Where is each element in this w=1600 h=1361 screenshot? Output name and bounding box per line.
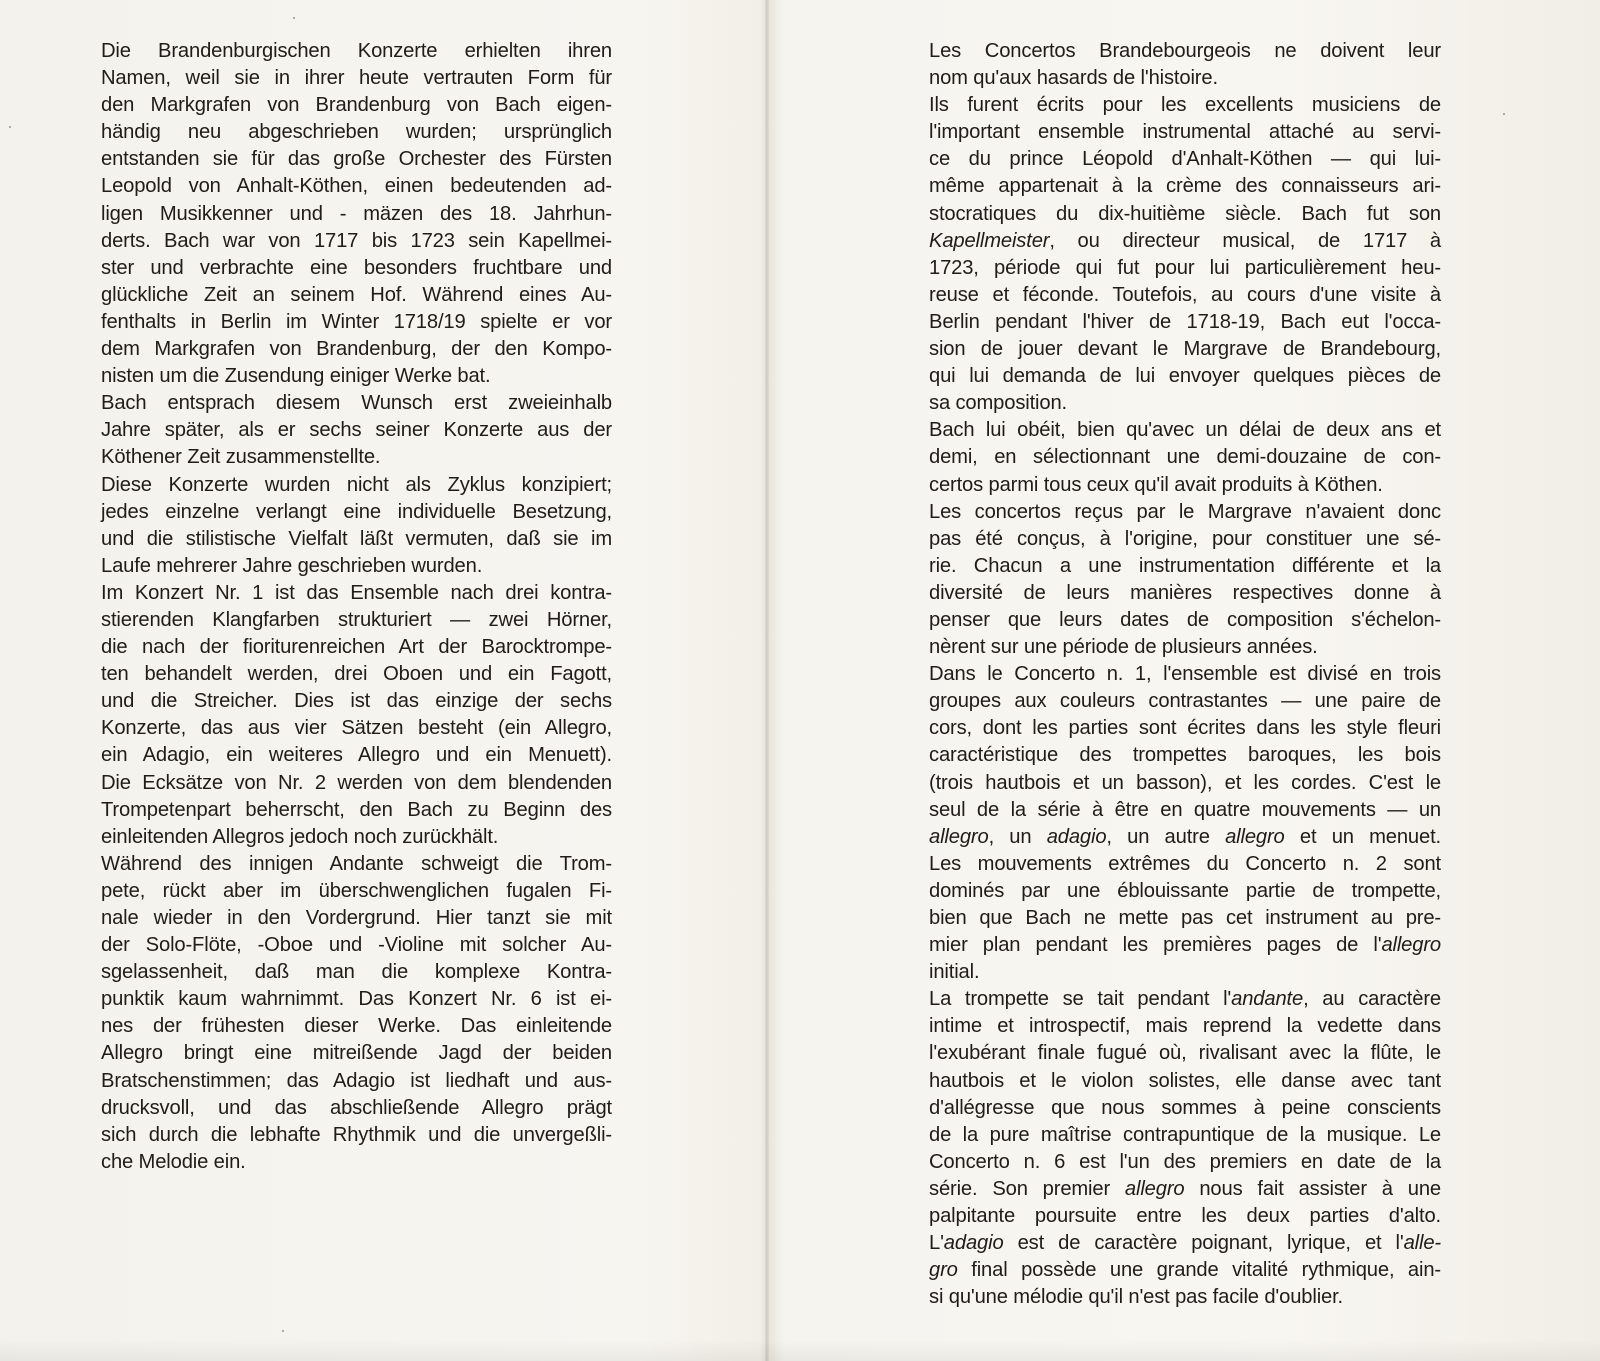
text-line: che Melodie ein. — [101, 1150, 246, 1173]
text-line: Im Konzert Nr. 1 ist das Ensemble nach drei kontra- — [101, 581, 612, 604]
text-line: l'important ensemble instrumental attaché au servi- — [929, 121, 1441, 144]
text-line: nèrent sur une période de plusieurs années. — [929, 636, 1318, 659]
text-line: drucksvoll, und das abschließende Allegro prägt — [101, 1096, 612, 1119]
text-line: Laufe mehrerer Jahre geschrieben wurden. — [101, 554, 483, 577]
french-paragraph — [929, 499, 1441, 662]
text-line: und die stilistische Vielfalt läßt vermuten, daß sie im — [101, 527, 612, 550]
text-line: série. Son premier allegro nous fait assister à une — [929, 1177, 1441, 1200]
german-paragraph — [101, 472, 612, 580]
text-line: Bratschenstimmen; das Adagio ist liedhaft und aus- — [101, 1069, 612, 1092]
german-paragraph — [101, 38, 612, 390]
text-line: 1723, période qui fut pour lui particulièrement heu- — [929, 256, 1441, 279]
text-line: Ils furent écrits pour les excellents musiciens de — [929, 94, 1441, 117]
text-line: pete, rückt aber im überschwenglichen fugalen Fi- — [101, 879, 612, 902]
text-line: sich durch die lebhafte Rhythmik und die unvergeßli- — [101, 1123, 612, 1146]
french-paragraph — [929, 986, 1441, 1311]
text-line: Les concertos reçus par le Margrave n'avaient donc — [929, 500, 1441, 523]
text-line: pas été conçus, à l'origine, pour constituer une sé- — [929, 527, 1441, 550]
page-bottom-edge — [0, 1339, 1600, 1361]
text-line: hautbois et le violon solistes, elle danse avec tant — [929, 1069, 1441, 1092]
text-line: ein Adagio, ein weiteres Allegro und ein Menuett). — [101, 744, 612, 767]
text-line: sion de jouer devant le Margrave de Brandebourg, — [929, 338, 1441, 361]
text-line: der Solo-Flöte, -Oboe und -Violine mit solcher Au- — [101, 934, 612, 957]
text-line: même appartenait à la crème des connaisseurs ari- — [929, 175, 1441, 198]
text-line: Die Brandenburgischen Konzerte erhielten ihren — [101, 40, 612, 62]
text-line: Allegro bringt eine mitreißende Jagd der beiden — [101, 1042, 612, 1065]
text-line: Konzerte, das aus vier Sätzen besteht (ein Allegro, — [101, 717, 612, 740]
text-line: punktik kaum wahrnimmt. Das Konzert Nr. 6 ist ei- — [101, 988, 612, 1011]
text-line: sgelassenheit, daß man die komplexe Kontra- — [101, 961, 612, 984]
german-text-column — [101, 38, 612, 1176]
text-line: penser que leurs dates de composition s'échelon- — [929, 608, 1441, 631]
text-line: La trompette se tait pendant l'andante, au caractère — [929, 988, 1441, 1011]
text-line: d'allégresse que nous sommes à peine conscients — [929, 1096, 1441, 1119]
paper-speck — [1503, 113, 1505, 115]
text-line: gro final possède une grande vitalité rythmique, ain- — [929, 1259, 1441, 1282]
text-line: L'adagio est de caractère poignant, lyrique, et l'alle- — [929, 1232, 1441, 1255]
text-line: Köthener Zeit zusammenstellte. — [101, 446, 381, 469]
french-text-column — [929, 38, 1441, 1311]
paper-speck — [282, 1330, 284, 1332]
text-line: die nach der fioriturenreichen Art der Barocktrompe- — [101, 636, 612, 659]
text-line: Les mouvements extrêmes du Concerto n. 2 sont — [929, 852, 1441, 875]
text-line: stierenden Klangfarben strukturiert — zwei Hörner, — [101, 608, 612, 631]
german-paragraph — [101, 851, 612, 1176]
text-line: jedes einzelne verlangt eine individuelle Besetzung, — [101, 500, 612, 523]
text-line: ten behandelt werden, drei Oboen und ein Fagott, — [101, 663, 612, 686]
page-fold — [765, 0, 769, 1361]
text-line: stocratiques du dix-huitième siècle. Bach fut son — [929, 202, 1441, 225]
text-line: Kapellmeister, ou directeur musical, de 1717 à — [929, 229, 1441, 252]
text-line: Bach entsprach diesem Wunsch erst zweieinhalb — [101, 392, 612, 415]
text-line: einleitenden Allegros jedoch noch zurückhält. — [101, 825, 499, 848]
text-line: und die Streicher. Dies ist das einzige der sechs — [101, 690, 612, 713]
text-line: nisten um die Zusendung einiger Werke bat. — [101, 365, 491, 388]
text-line: certos parmi tous ceux qu'il avait produits à Köthen. — [929, 473, 1383, 496]
text-line: entstanden sie für das große Orchester des Fürsten — [101, 148, 612, 171]
german-paragraph — [101, 580, 612, 851]
text-line: groupes aux couleurs contrastantes — une paire de — [929, 690, 1441, 713]
german-paragraph — [101, 390, 612, 471]
text-line: l'exubérant finale fugué où, rivalisant avec la flûte, le — [929, 1042, 1441, 1065]
text-line: den Markgrafen von Brandenburg von Bach eigen- — [101, 94, 612, 117]
text-line: Berlin pendant l'hiver de 1718-19, Bach eut l'occa- — [929, 310, 1441, 333]
text-line: Namen, weil sie in ihrer heute vertrauten Form für — [101, 67, 612, 90]
text-line: intime et introspectif, mais reprend la vedette dans — [929, 1015, 1441, 1038]
text-line: diversité de leurs manières respectives donne à — [929, 581, 1441, 604]
text-line: bien que Bach ne mette pas cet instrument au pre- — [929, 907, 1441, 929]
text-line: demi, en sélectionnant une demi-douzaine de con- — [929, 446, 1441, 469]
text-line: rie. Chacun a une instrumentation différente et la — [929, 554, 1441, 577]
text-line: händig neu abgeschrieben wurden; ursprünglich — [101, 121, 612, 144]
text-line: dominés par une éblouissante partie de trompette, — [929, 879, 1441, 902]
text-line: palpitante poursuite entre les deux parties d'alto. — [929, 1205, 1441, 1228]
text-line: Trompetenpart beherrscht, den Bach zu Beginn des — [101, 798, 612, 821]
text-line: Die Ecksätze von Nr. 2 werden von dem blendenden — [101, 771, 612, 794]
paper-speck — [9, 126, 11, 128]
text-line: initial. — [929, 961, 980, 984]
text-line: dem Markgrafen von Brandenburg, der den Kompo- — [101, 338, 612, 361]
french-paragraph — [929, 92, 1441, 417]
text-line: Jahre später, als er sechs seiner Konzerte aus der — [101, 419, 612, 442]
text-line: de la pure maîtrise contrapuntique de la musique. Le — [929, 1123, 1441, 1146]
text-line: mier plan pendant les premières pages de l'allegro — [929, 934, 1441, 957]
paper-speck — [293, 17, 295, 19]
text-line: fenthalts in Berlin im Winter 1718/19 spielte er vor — [101, 310, 612, 333]
text-line: nes der frühesten dieser Werke. Das einleitende — [101, 1015, 612, 1038]
text-line: Concerto n. 6 est l'un des premiers en date de la — [929, 1150, 1441, 1173]
text-line: Diese Konzerte wurden nicht als Zyklus konzipiert; — [101, 473, 612, 496]
text-line: seul de la série à être en quatre mouvements — un — [929, 798, 1441, 821]
text-line: Les Concertos Brandebourgeois ne doivent leur — [929, 40, 1441, 62]
text-line: reuse et féconde. Toutefois, au cours d'une visite à — [929, 283, 1441, 306]
text-line: glückliche Zeit an seinem Hof. Während eines Au- — [101, 283, 612, 306]
text-line: allegro, un adagio, un autre allegro et un menuet. — [929, 825, 1441, 848]
text-line: ligen Musikkenner und - mäzen des 18. Jahrhun- — [101, 202, 612, 225]
text-line: caractéristique des trompettes baroques, les bois — [929, 744, 1441, 767]
text-line: nale wieder in den Vordergrund. Hier tanzt sie mit — [101, 907, 612, 929]
text-line: ce du prince Léopold d'Anhalt-Köthen — qui lui- — [929, 148, 1441, 171]
text-line: Dans le Concerto n. 1, l'ensemble est divisé en trois — [929, 663, 1441, 686]
text-line: ster und verbrachte eine besonders fruchtbare und — [101, 256, 612, 279]
text-line: si qu'une mélodie qu'il n'est pas facile d'oublier. — [929, 1286, 1344, 1309]
text-line: (trois hautbois et un basson), et les cordes. C'est le — [929, 771, 1441, 794]
text-line: derts. Bach war von 1717 bis 1723 sein Kapellmei- — [101, 229, 612, 252]
text-line: cors, dont les parties sont écrites dans les style fleuri — [929, 717, 1441, 740]
french-paragraph — [929, 417, 1441, 498]
text-line: nom qu'aux hasards de l'histoire. — [929, 67, 1218, 90]
french-paragraph — [929, 38, 1441, 92]
text-line: sa composition. — [929, 392, 1068, 415]
text-line: Bach lui obéit, bien qu'avec un délai de deux ans et — [929, 419, 1441, 442]
text-line: Leopold von Anhalt-Köthen, einen bedeutenden ad- — [101, 175, 612, 198]
french-paragraph — [929, 661, 1441, 986]
text-line: qui lui demanda de lui envoyer quelques pièces de — [929, 365, 1441, 388]
text-line: Während des innigen Andante schweigt die Trom- — [101, 852, 612, 875]
